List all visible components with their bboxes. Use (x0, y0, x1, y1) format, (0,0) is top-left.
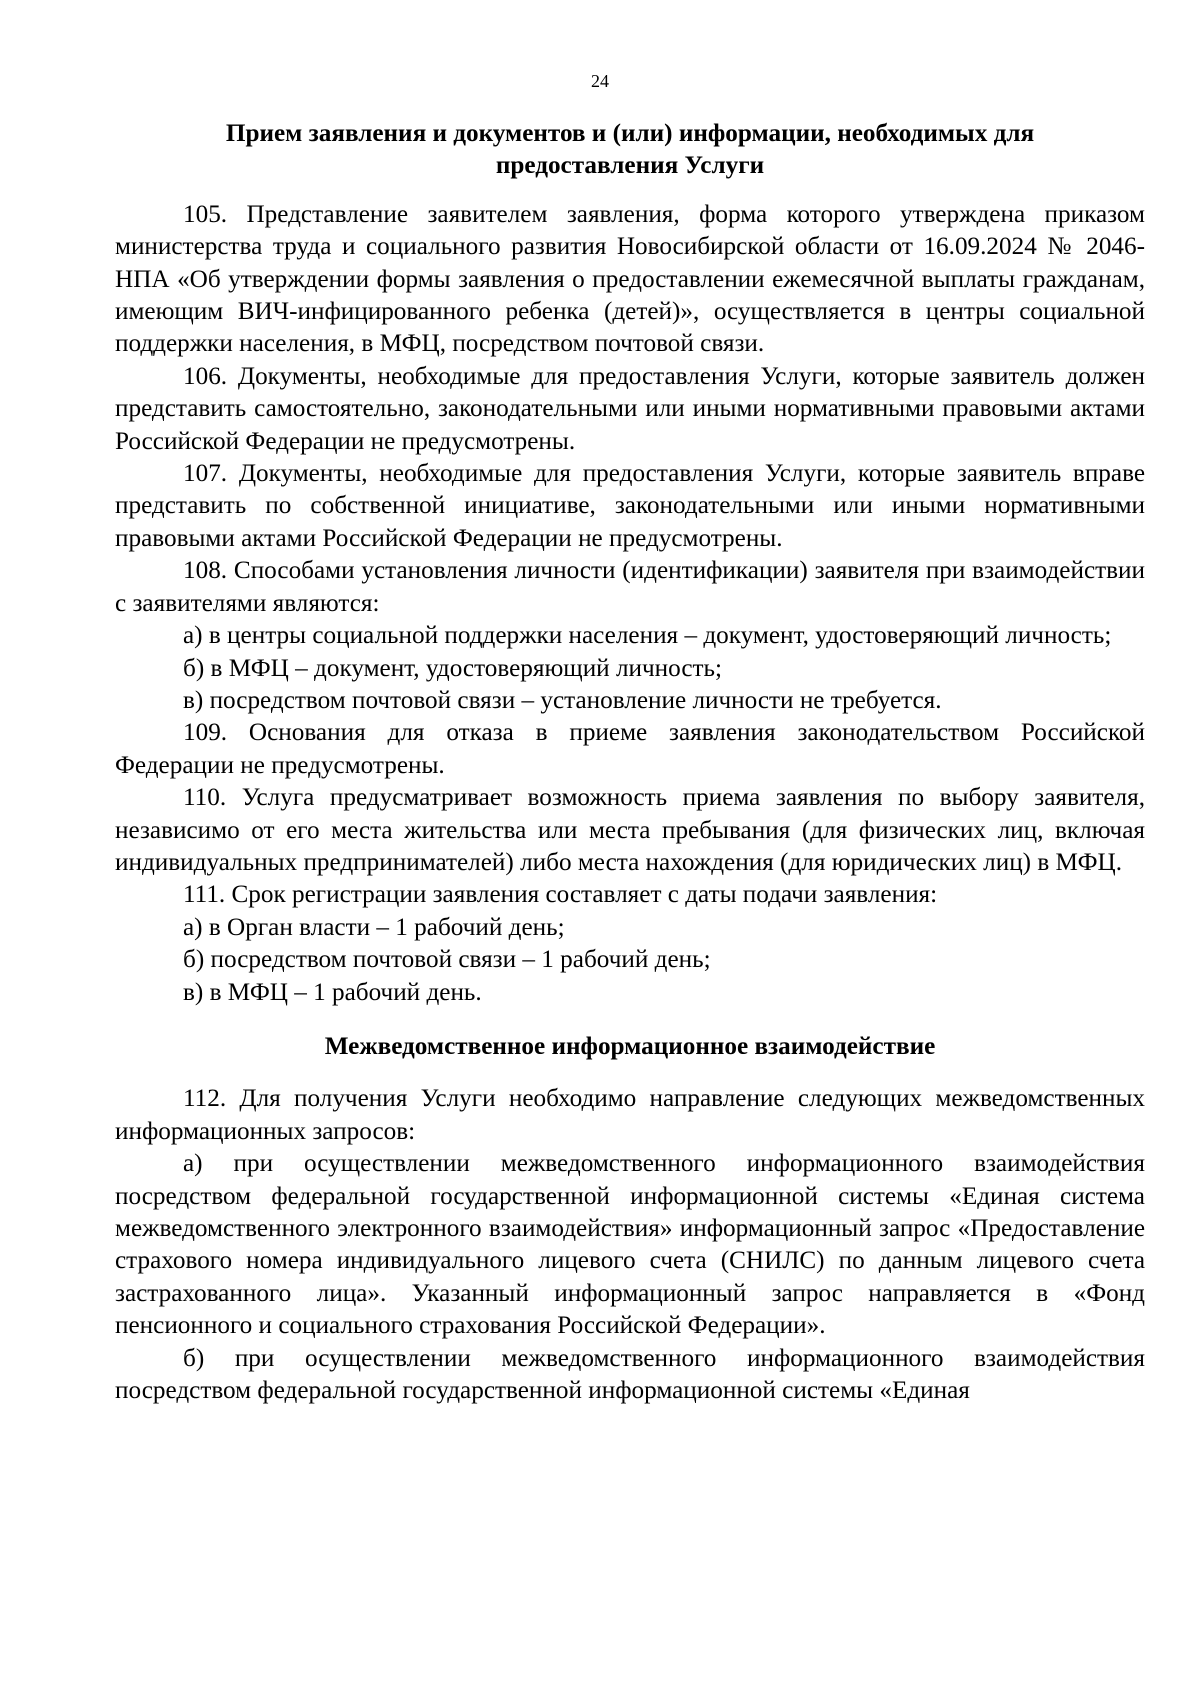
heading-line: предоставления Услуги (495, 152, 765, 180)
paragraph-112-b: б) при осуществлении межведомственного информационного взаимодействия посредством федеральной государственной информационной системы «Единая (115, 1344, 1145, 1405)
paragraph-111-a: а) в Орган власти – 1 рабочий день; (183, 913, 565, 941)
paragraph-112-a: а) при осуществлении межведомственного информационного взаимодействия посредством федеральной государственной информационной системы «Единая система межведомственного электронного взаимодействия» информационный запрос «Предоставление страхового номера индивидуального лицевого счета (СНИЛС) по данным лицевого счета застрахованного лица». Указанный информационный запрос направляется в «Фонд пенсионного и социального страхования Российской Федерации». (115, 1150, 1145, 1340)
section-heading-interagency: Межведомственное информационное взаимодействие (324, 1032, 936, 1060)
page-number: 24 (591, 71, 609, 91)
paragraph-111-b: б) посредством почтовой связи – 1 рабочий день; (183, 946, 711, 974)
paragraph-107: 107. Документы, необходимые для предоставления Услуги, которые заявитель вправе представить по собственной инициативе, законодательными или иными нормативными правовыми актами Российской Федерации не предусмотрены. (115, 460, 1145, 552)
paragraph-106: 106. Документы, необходимые для предоставления Услуги, которые заявитель должен представить самостоятельно, законодательными или иными нормативными правовыми актами Российской Федерации не предусмотрены. (115, 362, 1145, 455)
paragraph-105: 105. Представление заявителем заявления, форма которого утверждена приказом министерства труда и социального развития Новосибирской области от 16.09.2024 № 2046-НПА «Об утверждении формы заявления о предоставлении ежемесячной выплаты гражданам, имеющим ВИЧ-инфицированного ребенка (детей)», осуществляется в центры социальной поддержки населения, в МФЦ, посредством почтовой связи. (115, 200, 1145, 358)
paragraph-108: 108. Способами установления личности (идентификации) заявителя при взаимодействии с заявителями являются: (115, 557, 1145, 617)
paragraph-112: 112. Для получения Услуги необходимо направление следующих межведомственных информационных запросов: (115, 1085, 1145, 1145)
paragraph-110: 110. Услуга предусматривает возможность приема заявления по выбору заявителя, независимо от его места жительства или места пребывания (для физических лиц, включая индивидуальных предпринимателей) либо места нахождения (для юридических лиц) в МФЦ. (115, 784, 1145, 876)
paragraph-108-a: а) в центры социальной поддержки населения – документ, удостоверяющий личность; (183, 622, 1112, 650)
paragraph-108-v: в) посредством почтовой связи – установление личности не требуется. (183, 686, 942, 714)
section-heading-reception (115, 118, 1145, 183)
paragraph-111: 111. Срок регистрации заявления составляет с даты подачи заявления: (183, 881, 938, 909)
paragraph-108-b: б) в МФЦ – документ, удостоверяющий личность; (183, 654, 723, 682)
paragraph-109: 109. Основания для отказа в приеме заявления законодательством Российской Федерации не предусмотрены. (115, 719, 1145, 779)
heading-line: Прием заявления и документов и (или) информации, необходимых для (225, 120, 1035, 147)
document-body (115, 118, 1145, 1407)
paragraph-111-v: в) в МФЦ – 1 рабочий день. (183, 978, 482, 1006)
